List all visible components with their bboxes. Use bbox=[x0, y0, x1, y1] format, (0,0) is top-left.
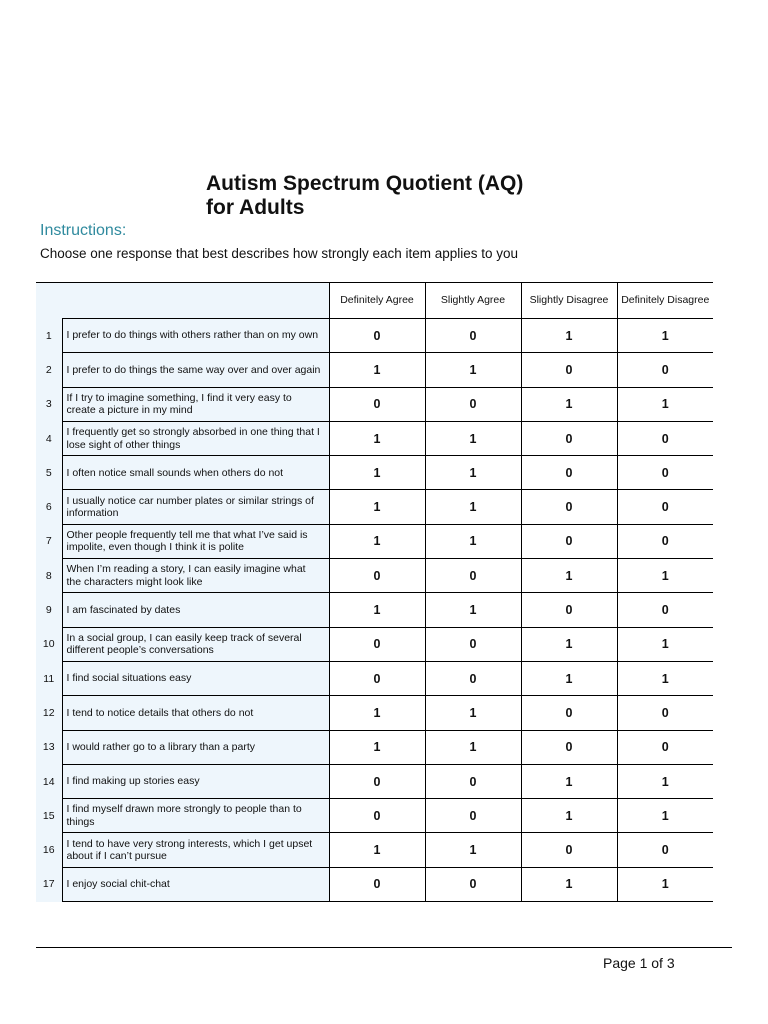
score-cell: 0 bbox=[617, 696, 713, 730]
title-line-2: for Adults bbox=[206, 196, 305, 219]
item-question: I prefer to do things the same way over and over again bbox=[62, 353, 329, 387]
score-cell: 1 bbox=[425, 490, 521, 524]
score-cell: 0 bbox=[329, 627, 425, 661]
item-number: 3 bbox=[36, 387, 62, 421]
footer-divider bbox=[36, 947, 732, 948]
score-cell: 0 bbox=[425, 559, 521, 593]
item-number: 6 bbox=[36, 490, 62, 524]
score-cell: 1 bbox=[617, 387, 713, 421]
score-cell: 0 bbox=[521, 833, 617, 867]
score-cell: 0 bbox=[329, 559, 425, 593]
score-cell: 1 bbox=[425, 696, 521, 730]
item-number: 15 bbox=[36, 799, 62, 833]
item-question: I find myself drawn more strongly to people than to things bbox=[62, 799, 329, 833]
item-number: 13 bbox=[36, 730, 62, 764]
item-question: I am fascinated by dates bbox=[62, 593, 329, 627]
table-row bbox=[36, 353, 713, 387]
instructions-heading: Instructions: bbox=[40, 222, 127, 239]
item-number: 9 bbox=[36, 593, 62, 627]
score-cell: 0 bbox=[617, 593, 713, 627]
table-row bbox=[36, 559, 713, 593]
score-cell: 1 bbox=[617, 559, 713, 593]
item-question: If I try to imagine something, I find it very easy to create a picture in my mind bbox=[62, 387, 329, 421]
score-cell: 0 bbox=[617, 833, 713, 867]
item-question: I often notice small sounds when others do not bbox=[62, 456, 329, 490]
item-question: I enjoy social chit-chat bbox=[62, 867, 329, 901]
table-row bbox=[36, 490, 713, 524]
score-cell: 1 bbox=[329, 524, 425, 558]
table-row bbox=[36, 799, 713, 833]
score-cell: 0 bbox=[425, 867, 521, 901]
score-cell: 1 bbox=[425, 421, 521, 455]
score-cell: 1 bbox=[617, 799, 713, 833]
score-cell: 1 bbox=[425, 353, 521, 387]
table-row bbox=[36, 661, 713, 695]
table-row bbox=[36, 833, 713, 867]
item-number: 16 bbox=[36, 833, 62, 867]
item-question: I find making up stories easy bbox=[62, 764, 329, 798]
table-row bbox=[36, 696, 713, 730]
score-cell: 0 bbox=[617, 730, 713, 764]
table-row bbox=[36, 593, 713, 627]
score-cell: 0 bbox=[521, 730, 617, 764]
score-cell: 0 bbox=[329, 799, 425, 833]
score-cell: 0 bbox=[521, 593, 617, 627]
score-cell: 1 bbox=[329, 456, 425, 490]
title-line-1: Autism Spectrum Quotient (AQ) bbox=[206, 172, 524, 195]
score-cell: 0 bbox=[617, 421, 713, 455]
score-cell: 0 bbox=[425, 799, 521, 833]
score-cell: 0 bbox=[521, 421, 617, 455]
item-number: 12 bbox=[36, 696, 62, 730]
score-cell: 1 bbox=[521, 764, 617, 798]
score-cell: 1 bbox=[521, 559, 617, 593]
table-row bbox=[36, 456, 713, 490]
score-cell: 1 bbox=[521, 627, 617, 661]
score-cell: 1 bbox=[329, 730, 425, 764]
column-header: Slightly Agree bbox=[425, 283, 521, 319]
score-cell: 1 bbox=[521, 661, 617, 695]
score-cell: 0 bbox=[425, 627, 521, 661]
score-cell: 0 bbox=[329, 867, 425, 901]
item-number: 17 bbox=[36, 867, 62, 901]
item-question: I usually notice car number plates or similar strings of information bbox=[62, 490, 329, 524]
score-cell: 1 bbox=[329, 696, 425, 730]
column-header: Definitely Agree bbox=[329, 283, 425, 319]
table-body bbox=[36, 319, 713, 902]
score-cell: 0 bbox=[425, 661, 521, 695]
score-cell: 1 bbox=[329, 490, 425, 524]
item-question: Other people frequently tell me that what I’ve said is impolite, even though I think it is polite bbox=[62, 524, 329, 558]
score-cell: 1 bbox=[617, 661, 713, 695]
score-cell: 1 bbox=[425, 730, 521, 764]
score-cell: 0 bbox=[329, 764, 425, 798]
score-cell: 1 bbox=[425, 524, 521, 558]
item-question: I tend to have very strong interests, which I get upset about if I can’t pursue bbox=[62, 833, 329, 867]
score-cell: 0 bbox=[521, 353, 617, 387]
table-row bbox=[36, 524, 713, 558]
item-question: In a social group, I can easily keep track of several different people’s conversations bbox=[62, 627, 329, 661]
score-cell: 0 bbox=[425, 319, 521, 353]
item-question: I frequently get so strongly absorbed in one thing that I lose sight of other things bbox=[62, 421, 329, 455]
score-cell: 0 bbox=[617, 353, 713, 387]
score-cell: 0 bbox=[617, 524, 713, 558]
item-question: When I’m reading a story, I can easily imagine what the characters might look like bbox=[62, 559, 329, 593]
score-cell: 1 bbox=[617, 627, 713, 661]
header-blank-cell bbox=[36, 283, 329, 319]
item-number: 4 bbox=[36, 421, 62, 455]
score-cell: 0 bbox=[521, 696, 617, 730]
score-cell: 1 bbox=[521, 867, 617, 901]
table-row bbox=[36, 764, 713, 798]
item-number: 11 bbox=[36, 661, 62, 695]
document-title bbox=[206, 172, 523, 220]
table-row bbox=[36, 627, 713, 661]
score-cell: 0 bbox=[521, 524, 617, 558]
score-cell: 1 bbox=[521, 387, 617, 421]
score-cell: 0 bbox=[329, 387, 425, 421]
score-cell: 1 bbox=[617, 319, 713, 353]
column-header: Slightly Disagree bbox=[521, 283, 617, 319]
score-cell: 0 bbox=[617, 490, 713, 524]
item-number: 14 bbox=[36, 764, 62, 798]
score-cell: 0 bbox=[425, 764, 521, 798]
item-question: I tend to notice details that others do not bbox=[62, 696, 329, 730]
score-cell: 0 bbox=[617, 456, 713, 490]
score-cell: 1 bbox=[329, 353, 425, 387]
table-row bbox=[36, 421, 713, 455]
table-header-row bbox=[36, 283, 713, 319]
instructions-text: Choose one response that best describes how strongly each item applies to you bbox=[40, 246, 519, 261]
score-cell: 1 bbox=[329, 833, 425, 867]
item-number: 5 bbox=[36, 456, 62, 490]
score-cell: 0 bbox=[521, 490, 617, 524]
score-cell: 1 bbox=[617, 764, 713, 798]
score-cell: 1 bbox=[425, 833, 521, 867]
column-header: Definitely Disagree bbox=[617, 283, 713, 319]
aq-table bbox=[36, 282, 713, 902]
item-number: 2 bbox=[36, 353, 62, 387]
score-cell: 1 bbox=[521, 799, 617, 833]
table-row bbox=[36, 867, 713, 901]
table-row bbox=[36, 387, 713, 421]
item-number: 10 bbox=[36, 627, 62, 661]
score-cell: 1 bbox=[425, 456, 521, 490]
item-number: 1 bbox=[36, 319, 62, 353]
score-cell: 1 bbox=[617, 867, 713, 901]
table-row bbox=[36, 730, 713, 764]
score-cell: 0 bbox=[329, 319, 425, 353]
score-cell: 0 bbox=[521, 456, 617, 490]
item-question: I find social situations easy bbox=[62, 661, 329, 695]
score-cell: 1 bbox=[329, 421, 425, 455]
score-cell: 1 bbox=[521, 319, 617, 353]
score-cell: 0 bbox=[425, 387, 521, 421]
score-cell: 0 bbox=[329, 661, 425, 695]
item-number: 7 bbox=[36, 524, 62, 558]
score-cell: 1 bbox=[329, 593, 425, 627]
item-number: 8 bbox=[36, 559, 62, 593]
page-number: Page 1 of 3 bbox=[603, 955, 675, 971]
score-cell: 1 bbox=[425, 593, 521, 627]
table-row bbox=[36, 319, 713, 353]
item-question: I prefer to do things with others rather than on my own bbox=[62, 319, 329, 353]
item-question: I would rather go to a library than a party bbox=[62, 730, 329, 764]
